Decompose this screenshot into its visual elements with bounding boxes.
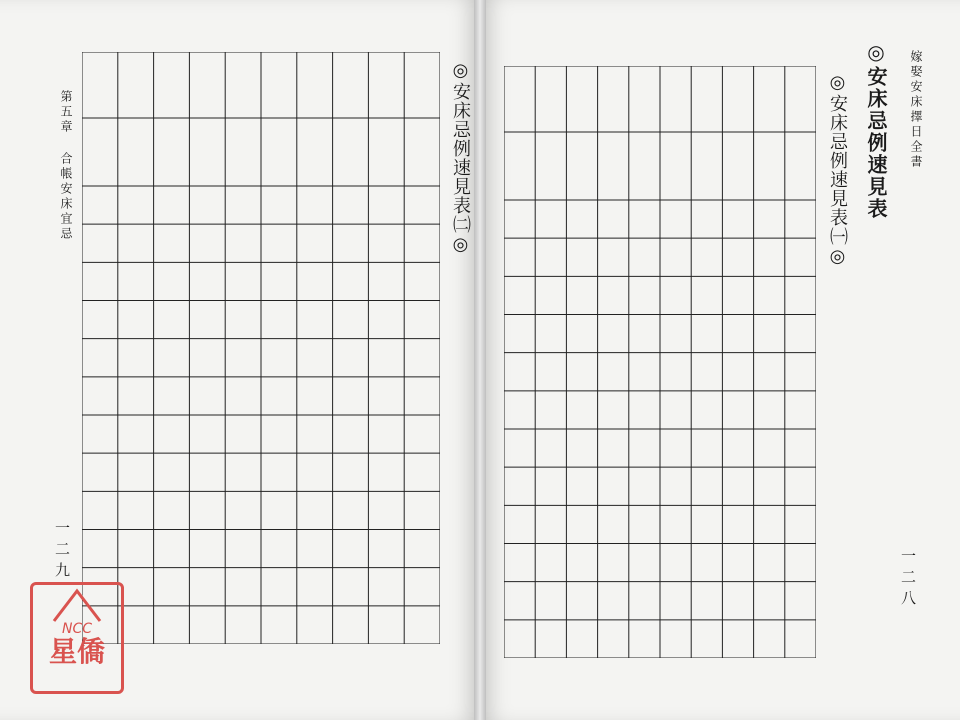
section-title: ◎安床忌例速見表	[864, 40, 888, 220]
month-header-cell	[785, 200, 816, 238]
table-cell	[598, 620, 629, 658]
table-row-name	[629, 66, 660, 132]
month-header-cell	[404, 530, 440, 568]
table-cell	[297, 339, 333, 377]
table-row-note	[691, 132, 722, 200]
table-cell	[598, 353, 629, 391]
table-cell	[297, 491, 333, 529]
running-header: 嫁娶安床擇日全書	[909, 50, 923, 170]
month-header-cell	[404, 377, 440, 415]
table-row-name	[154, 52, 190, 118]
month-header-cell	[785, 391, 816, 429]
table-cell	[297, 224, 333, 262]
table-row-note	[598, 132, 629, 200]
table-row-note	[82, 118, 118, 186]
table-cell	[754, 429, 785, 467]
table-cell	[691, 200, 722, 238]
mountain-logo-icon	[36, 585, 118, 625]
table-row-note	[154, 118, 190, 186]
table-cell	[722, 544, 753, 582]
table-cell	[566, 429, 597, 467]
month-header-cell	[785, 544, 816, 582]
table-cell	[598, 582, 629, 620]
table-cell	[333, 415, 369, 453]
table-cell	[598, 238, 629, 276]
table-cell	[333, 224, 369, 262]
month-header-cell	[785, 620, 816, 658]
table-cell	[225, 301, 261, 339]
table-cell	[368, 453, 404, 491]
table-cell	[261, 491, 297, 529]
month-header-cell	[404, 224, 440, 262]
table-cell	[722, 353, 753, 391]
month-header-cell	[404, 301, 440, 339]
table-cell	[629, 544, 660, 582]
table-cell	[225, 262, 261, 300]
table-cell	[566, 353, 597, 391]
table1-title: ◎安床忌例速見表㈠◎	[827, 72, 848, 268]
table-cell	[535, 544, 566, 582]
table-cell	[722, 582, 753, 620]
table-cell	[722, 391, 753, 429]
table-cell	[691, 505, 722, 543]
table-cell	[261, 453, 297, 491]
table-cell	[189, 415, 225, 453]
table-cell	[629, 353, 660, 391]
table-cell	[598, 429, 629, 467]
table-cell	[535, 429, 566, 467]
table-cell	[189, 377, 225, 415]
table-row-name	[566, 66, 597, 132]
page-number-left: 一二九	[53, 520, 71, 583]
table2	[82, 52, 440, 644]
table-cell	[535, 467, 566, 505]
table-cell	[754, 391, 785, 429]
table-cell	[225, 339, 261, 377]
table-cell	[660, 238, 691, 276]
month-header-cell	[785, 429, 816, 467]
table-row-name	[504, 66, 535, 132]
table-cell	[297, 415, 333, 453]
book-gutter	[474, 0, 486, 720]
table-cell	[368, 568, 404, 606]
table-cell	[566, 505, 597, 543]
table-row-note	[297, 118, 333, 186]
table-cell	[722, 276, 753, 314]
table-header-cell	[785, 132, 816, 200]
table-cell	[189, 262, 225, 300]
table-row-name	[754, 66, 785, 132]
table-cell	[261, 301, 297, 339]
table-cell	[566, 544, 597, 582]
table-cell	[535, 238, 566, 276]
table-cell	[297, 301, 333, 339]
table-cell	[297, 262, 333, 300]
table-cell	[691, 544, 722, 582]
table-cell	[225, 491, 261, 529]
table-cell	[660, 467, 691, 505]
table-cell	[629, 582, 660, 620]
month-header-cell	[404, 453, 440, 491]
table-row-note	[754, 132, 785, 200]
table-row-note	[660, 132, 691, 200]
table-cell	[722, 238, 753, 276]
table-cell	[754, 276, 785, 314]
table-cell	[535, 620, 566, 658]
table-cell	[660, 429, 691, 467]
table-cell	[754, 544, 785, 582]
table-cell	[566, 467, 597, 505]
table-cell	[368, 339, 404, 377]
table-cell	[189, 568, 225, 606]
table-cell	[754, 238, 785, 276]
table-cell	[225, 568, 261, 606]
month-header-cell	[404, 568, 440, 606]
table-cell	[691, 315, 722, 353]
table-cell	[754, 200, 785, 238]
table2-title: ◎安床忌例速見表㈡◎	[450, 60, 471, 256]
table-cell	[189, 301, 225, 339]
table-row-note	[189, 118, 225, 186]
table-cell	[333, 186, 369, 224]
table-cell	[691, 429, 722, 467]
table-cell	[598, 467, 629, 505]
table-cell	[629, 200, 660, 238]
table-cell	[189, 339, 225, 377]
table-cell	[566, 582, 597, 620]
table-cell	[598, 505, 629, 543]
table-cell	[598, 544, 629, 582]
table-cell	[261, 186, 297, 224]
table-cell	[333, 377, 369, 415]
table-row-note	[629, 132, 660, 200]
table-cell	[225, 186, 261, 224]
table-cell	[261, 568, 297, 606]
table-cell	[691, 620, 722, 658]
watermark-stamp	[30, 582, 124, 694]
table-row-note	[566, 132, 597, 200]
table-cell	[566, 200, 597, 238]
table-cell	[754, 315, 785, 353]
table-cell	[660, 544, 691, 582]
table-cell	[225, 606, 261, 644]
stamp-line1: NCC	[61, 621, 93, 637]
table-cell	[189, 491, 225, 529]
table-cell	[691, 467, 722, 505]
month-header-cell	[785, 353, 816, 391]
table-cell	[629, 276, 660, 314]
table-cell	[566, 276, 597, 314]
table-cell	[691, 391, 722, 429]
table-row-name	[660, 66, 691, 132]
table-cell	[368, 186, 404, 224]
table-row-note	[722, 132, 753, 200]
table-cell	[629, 467, 660, 505]
table-cell	[754, 505, 785, 543]
table-row-note	[333, 118, 369, 186]
table-cell	[535, 505, 566, 543]
table-cell	[333, 339, 369, 377]
table-cell	[535, 353, 566, 391]
table-row-note	[225, 118, 261, 186]
table-cell	[297, 530, 333, 568]
table-cell	[629, 505, 660, 543]
table-cell	[189, 186, 225, 224]
table-cell	[297, 186, 333, 224]
table-cell	[535, 391, 566, 429]
table-cell	[660, 200, 691, 238]
table-header-cell	[404, 52, 440, 118]
table-cell	[660, 315, 691, 353]
table-cell	[566, 620, 597, 658]
table-cell	[368, 301, 404, 339]
table-row-name	[368, 52, 404, 118]
table-cell	[722, 505, 753, 543]
table-row-note	[368, 118, 404, 186]
table-cell	[368, 606, 404, 644]
table-row-name	[535, 66, 566, 132]
table-cell	[691, 582, 722, 620]
month-header-cell	[785, 276, 816, 314]
table-cell	[333, 606, 369, 644]
stamp-line2: 星僑	[48, 635, 105, 668]
table-cell	[660, 505, 691, 543]
table-cell	[566, 391, 597, 429]
table-row-name	[598, 66, 629, 132]
table-cell	[754, 353, 785, 391]
month-header-cell	[785, 238, 816, 276]
table-cell	[660, 582, 691, 620]
table-cell	[660, 276, 691, 314]
table-cell	[598, 276, 629, 314]
table-row-name	[82, 52, 118, 118]
table-cell	[225, 415, 261, 453]
table-cell	[225, 377, 261, 415]
table-cell	[566, 315, 597, 353]
table-row-note	[504, 132, 535, 200]
table-cell	[225, 224, 261, 262]
table-cell	[368, 530, 404, 568]
page-number-right: 一二八	[899, 548, 917, 611]
table-row-name	[225, 52, 261, 118]
table-cell	[629, 238, 660, 276]
table-cell	[261, 530, 297, 568]
table-row-name	[722, 66, 753, 132]
table-cell	[261, 606, 297, 644]
table-cell	[297, 606, 333, 644]
table-cell	[722, 620, 753, 658]
table-cell	[660, 353, 691, 391]
table-cell	[629, 620, 660, 658]
table-row-name	[691, 66, 722, 132]
table-cell	[629, 429, 660, 467]
table-row-name	[333, 52, 369, 118]
table-cell	[754, 620, 785, 658]
table-cell	[189, 224, 225, 262]
table-cell	[598, 200, 629, 238]
table-cell	[368, 415, 404, 453]
table-cell	[722, 315, 753, 353]
table-cell	[598, 391, 629, 429]
table-cell	[189, 530, 225, 568]
table-cell	[368, 262, 404, 300]
table-cell	[297, 568, 333, 606]
table-cell	[333, 491, 369, 529]
table-cell	[261, 262, 297, 300]
table-cell	[261, 415, 297, 453]
table-cell	[722, 429, 753, 467]
table-cell	[535, 582, 566, 620]
table-cell	[333, 262, 369, 300]
chapter-margin: 第五章 合帳安床宜忌	[59, 90, 73, 242]
table-cell	[629, 315, 660, 353]
table-cell	[691, 238, 722, 276]
table-cell	[660, 391, 691, 429]
table-cell	[333, 453, 369, 491]
table-cell	[333, 530, 369, 568]
table-cell	[368, 491, 404, 529]
table-cell	[691, 276, 722, 314]
table-header-cell	[404, 118, 440, 186]
table-cell	[189, 606, 225, 644]
month-header-cell	[404, 186, 440, 224]
table-cell	[297, 377, 333, 415]
table-cell	[225, 453, 261, 491]
table-cell	[566, 238, 597, 276]
table-cell	[598, 315, 629, 353]
table-row-name	[261, 52, 297, 118]
table-cell	[535, 200, 566, 238]
table1	[504, 66, 816, 658]
table-cell	[660, 620, 691, 658]
month-header-cell	[404, 606, 440, 644]
table-cell	[261, 339, 297, 377]
table-row-name	[189, 52, 225, 118]
table-cell	[333, 301, 369, 339]
month-header-cell	[404, 339, 440, 377]
month-header-cell	[404, 491, 440, 529]
table-cell	[722, 200, 753, 238]
month-header-cell	[785, 505, 816, 543]
table-cell	[722, 467, 753, 505]
table-cell	[368, 377, 404, 415]
table-row-note	[118, 118, 154, 186]
table-cell	[261, 224, 297, 262]
table-cell	[535, 315, 566, 353]
month-header-cell	[785, 467, 816, 505]
table-cell	[368, 224, 404, 262]
table-cell	[754, 467, 785, 505]
table-row-note	[535, 132, 566, 200]
table-cell	[189, 453, 225, 491]
table-cell	[261, 377, 297, 415]
table-cell	[225, 530, 261, 568]
table-cell	[754, 582, 785, 620]
table-cell	[333, 568, 369, 606]
month-header-cell	[404, 415, 440, 453]
table-cell	[535, 276, 566, 314]
month-header-cell	[785, 582, 816, 620]
table-row-name	[118, 52, 154, 118]
month-header-cell	[404, 262, 440, 300]
table-header-cell	[785, 66, 816, 132]
month-header-cell	[785, 315, 816, 353]
table-row-note	[261, 118, 297, 186]
table-cell	[629, 391, 660, 429]
table-cell	[297, 453, 333, 491]
table-cell	[691, 353, 722, 391]
table-row-name	[297, 52, 333, 118]
